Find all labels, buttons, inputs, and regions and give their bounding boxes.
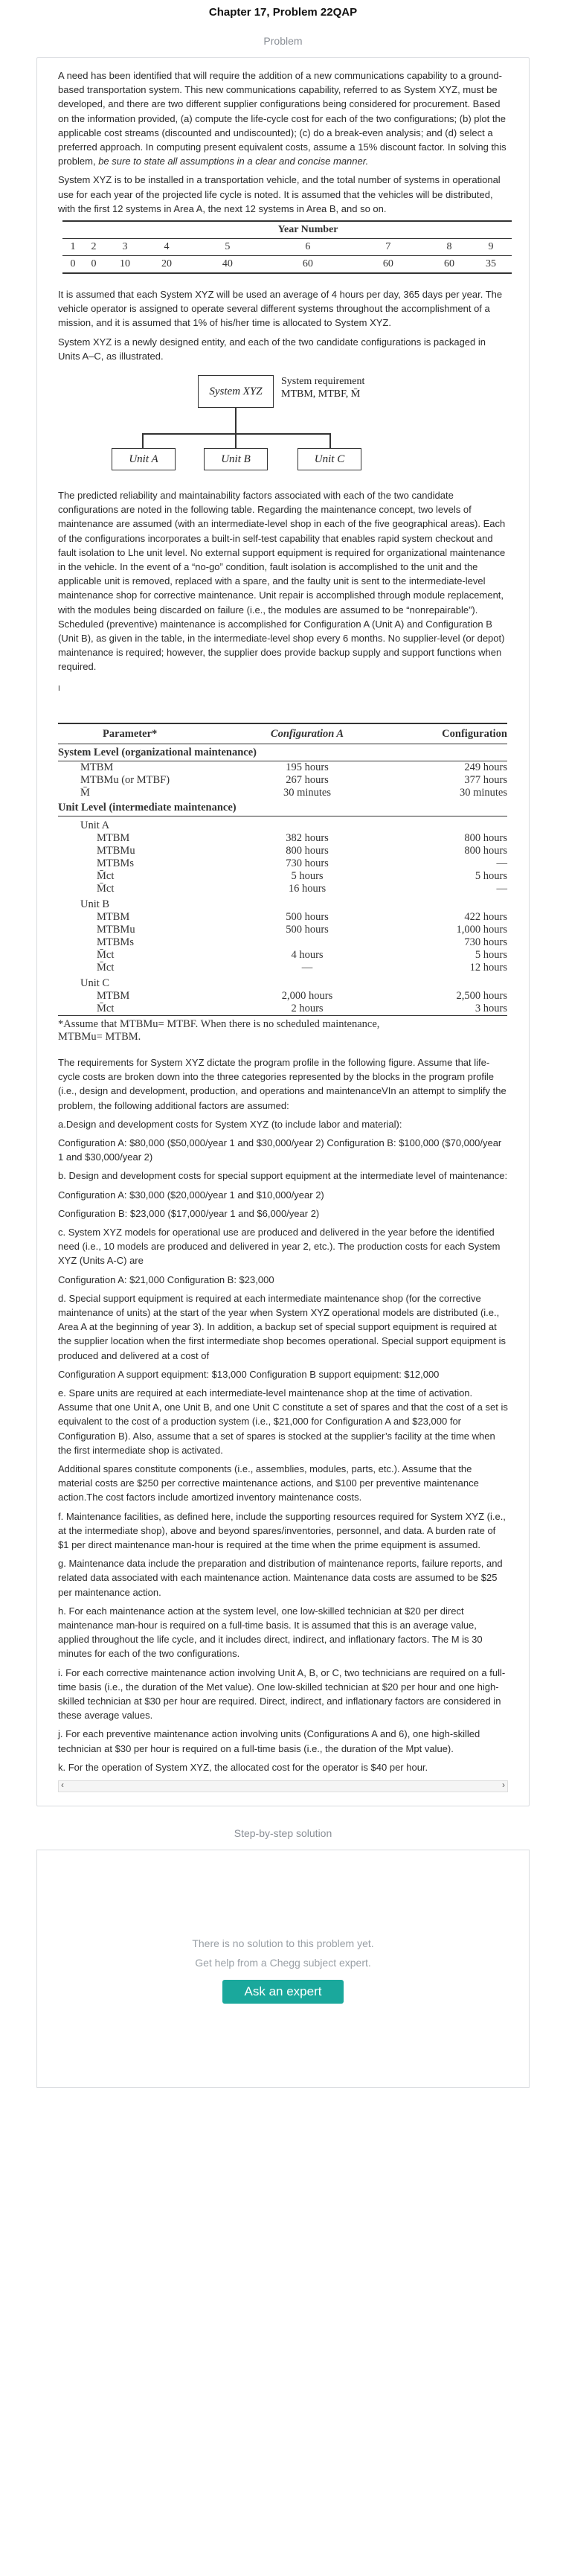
year-cell: 8 bbox=[428, 239, 470, 256]
param-cell: MTBMu (or MTBF) bbox=[80, 773, 170, 786]
param-cell: 730 hours bbox=[464, 936, 507, 948]
param-cell: M̄ bbox=[80, 786, 90, 799]
unit-label-row: Unit B bbox=[80, 898, 110, 910]
count-cell: 0 bbox=[83, 256, 104, 274]
param-cell: 422 hours bbox=[464, 910, 507, 923]
param-row bbox=[58, 962, 507, 974]
item-f-text: f. Maintenance facilities, as defined here, include the supporting resources required for System XYZ (i.e., at the intermediate shop), above and beyond spares/inventories, personnel, and data. A burden rate of $1 per direct maintenance man-hour is required at the time when the prime equipment is assumed. bbox=[58, 1510, 506, 1550]
requirements-paragraph: The requirements for System XYZ dictate the program profile in the following figure. Assume that life-cycle costs are broken down into the three categories represented by the blocks in the program profile (i.e., design and development, production, and operations and maintenanceVIn an attempt to simplify the problem, the following additional factors are assumed: bbox=[58, 1056, 506, 1111]
year-cell: 5 bbox=[187, 239, 268, 256]
year-cell: 3 bbox=[104, 239, 146, 256]
param-cell: M̄ct bbox=[97, 948, 115, 961]
param-cell: 249 hours bbox=[464, 761, 507, 773]
param-cell: MTBMu bbox=[97, 923, 135, 936]
footnote-line: *Assume that MTBMu= MTBF. When there is no scheduled maintenance, bbox=[58, 1017, 380, 1030]
param-cell: M̄ct bbox=[97, 882, 115, 895]
param-cell: 800 hours bbox=[464, 844, 507, 857]
param-cell: M̄ct bbox=[97, 961, 115, 974]
param-row bbox=[58, 787, 507, 799]
param-cell: 4 hours bbox=[291, 948, 324, 961]
problem-section-label: Problem bbox=[263, 35, 303, 47]
param-cell: — bbox=[301, 961, 313, 974]
param-cell: 16 hours bbox=[288, 882, 327, 895]
install-paragraph: System XYZ is to be installed in a transportation vehicle, and the total number of systems in operational use for each year of the projected life cycle is noted. It is assumed that the vehicles will be distributed, with the first 12 systems in Area A, the next 12 systems in Area B, and so on. bbox=[58, 174, 501, 214]
param-row bbox=[58, 911, 507, 924]
count-cell: 35 bbox=[470, 256, 512, 274]
param-cell: 2 hours bbox=[291, 1002, 324, 1014]
param-cell: M̄ct bbox=[97, 1002, 115, 1014]
item-c-config: Configuration A: $21,000 Configuration B: $23,000 bbox=[58, 1273, 274, 1285]
param-cell: 30 minutes bbox=[283, 786, 332, 799]
param-cell: 500 hours bbox=[286, 910, 329, 923]
item-k-text: k. For the operation of System XYZ, the allocated cost for the operator is $40 per hour. bbox=[58, 1761, 428, 1773]
param-cell: 5 hours bbox=[475, 869, 507, 882]
param-cell: MTBM bbox=[97, 910, 130, 923]
param-cell: 800 hours bbox=[286, 844, 329, 857]
item-c-text: c. System XYZ models for operational use are produced and delivered in the year before the identified need (i.e., 10 models are produced and delivered in year 2, etc.). The production costs for each System XYZ (Units A-C) are bbox=[58, 1226, 501, 1267]
scroll-right-icon[interactable]: › bbox=[502, 1780, 505, 1791]
system-box: System XYZ bbox=[198, 375, 274, 408]
unit-level-row: Unit Level (intermediate maintenance) bbox=[58, 799, 507, 816]
param-row bbox=[58, 857, 507, 870]
param-cell: MTBM bbox=[97, 831, 130, 844]
empty-message: There is no solution to this problem yet. bbox=[192, 1937, 374, 1950]
param-cell: 382 hours bbox=[286, 831, 329, 844]
param-row bbox=[58, 990, 507, 1003]
year-cell: 4 bbox=[146, 239, 187, 256]
param-cell: 500 hours bbox=[286, 923, 329, 936]
intro-paragraph: A need has been identified that will require the addition of a new communications capability to a ground-based transportation system. This new communications capability, referred to as System XYZ, must be developed, and there are two different supplier configurations being considered for procurement. Based on the information provided, (a) compute the life-cycle cost for each of the two configurations; (b) plot the applicable cost streams (discounted and undiscounted); (c) do a break-even analysis; and (d) select a preferred approach. In computing present equivalent costs, assume a 15% discount factor. In solving this problem, be sure to state all assumptions in a clear and concise manner. bbox=[58, 70, 506, 167]
param-cell: M̄ct bbox=[97, 869, 115, 882]
year-cell: 6 bbox=[268, 239, 348, 256]
footnote-line: MTBMu= MTBM. bbox=[58, 1030, 141, 1043]
param-cell: MTBM bbox=[80, 761, 114, 773]
param-cell: 5 hours bbox=[475, 948, 507, 961]
param-cell bbox=[214, 936, 400, 949]
item-b-config-a: Configuration A: $30,000 ($20,000/year 1 and $10,000/year 2) bbox=[58, 1189, 324, 1201]
count-cell: 20 bbox=[146, 256, 187, 274]
item-h-text: h. For each maintenance action at the system level, one low-skilled technician at $20 per direct maintenance man-hour is required on a full-time basis. It is assumed that this is an average value, applied throughout the life cycle, and it includes direct, indirect, and inflationary factors. The M is 30 minutes for each of the two configurations. bbox=[58, 1605, 483, 1660]
param-cell: 267 hours bbox=[286, 773, 329, 786]
param-cell: Parameter* bbox=[103, 727, 158, 740]
param-row bbox=[58, 845, 507, 857]
horizontal-scrollbar[interactable] bbox=[58, 1780, 508, 1792]
stray-mark: I bbox=[58, 684, 60, 693]
param-row bbox=[58, 870, 507, 883]
count-cell: 10 bbox=[104, 256, 146, 274]
unit-b-box: Unit B bbox=[204, 448, 268, 470]
param-cell: 377 hours bbox=[464, 773, 507, 786]
unit-label-row: Unit A bbox=[80, 819, 110, 831]
param-row bbox=[58, 924, 507, 936]
param-cell: 2,500 hours bbox=[456, 989, 507, 1002]
page-title: Chapter 17, Problem 22QAP bbox=[208, 6, 358, 19]
solution-card bbox=[36, 1850, 530, 2088]
param-cell: Configuration A bbox=[270, 727, 344, 740]
param-row bbox=[58, 774, 507, 787]
item-j-text: j. For each preventive maintenance action involving units (Configurations A and 6), one high-skilled technician at $30 per hour is required on a full-time basis (i.e., the duration of the Mpt value). bbox=[58, 1728, 480, 1754]
param-footnote bbox=[58, 1015, 507, 1043]
param-row bbox=[58, 949, 507, 962]
param-header-row bbox=[58, 723, 507, 744]
item-d-config: Configuration A support equipment: $13,000 Configuration B support equipment: $12,000 bbox=[58, 1368, 440, 1380]
year-cell: 7 bbox=[348, 239, 428, 256]
year-table bbox=[62, 220, 512, 274]
param-cell: 730 hours bbox=[286, 857, 329, 869]
param-cell: 30 minutes bbox=[459, 786, 507, 799]
solution-section-label: Step-by-step solution bbox=[234, 1827, 332, 1840]
param-cell: 2,000 hours bbox=[281, 989, 333, 1002]
param-row bbox=[58, 832, 507, 845]
param-cell: 800 hours bbox=[464, 831, 507, 844]
requirement-text: System requirement MTBM, MTBF, M̄ bbox=[281, 376, 365, 400]
count-cell: 0 bbox=[62, 256, 83, 274]
parameter-table bbox=[58, 723, 507, 1043]
item-b-title: b. Design and development costs for special support equipment at the intermediate level of maintenance: bbox=[58, 1170, 508, 1182]
param-row bbox=[58, 936, 507, 949]
help-message: Get help from a Chegg subject expert. bbox=[195, 1957, 371, 1969]
param-cell: 1,000 hours bbox=[456, 923, 507, 936]
problem-card bbox=[36, 57, 530, 1806]
param-cell: 3 hours bbox=[475, 1002, 507, 1014]
system-diagram bbox=[58, 369, 507, 481]
param-cell: MTBMs bbox=[97, 857, 134, 869]
ask-expert-button[interactable]: Ask an expert bbox=[222, 1980, 344, 2004]
unit-label-row: Unit C bbox=[80, 977, 110, 989]
count-cell: 60 bbox=[428, 256, 470, 274]
param-cell: 12 hours bbox=[469, 961, 507, 974]
param-cell: 5 hours bbox=[291, 869, 324, 882]
usage-paragraph: It is assumed that each System XYZ will be used an average of 4 hours per day, 365 days per year. The vehicle operator is assigned to operate several different systems throughout the accomplishment of a mission, and it is assumed that 1% of his/her time is allocated to System XYZ. bbox=[58, 289, 503, 329]
year-cell: 2 bbox=[83, 239, 104, 256]
param-row bbox=[58, 883, 507, 895]
item-e-text2: Additional spares constitute components (i.e., assemblies, modules, parts, etc.). Assume that the material costs are $250 per corrective maintenance actions, and $100 per preventive maintenance action.The cost factors include amortized inventory maintenance costs. bbox=[58, 1463, 479, 1503]
item-a-title: a.Design and development costs for System XYZ (to include labor and material): bbox=[58, 1118, 402, 1130]
item-d-text: d. Special support equipment is required at each intermediate maintenance shop (for the corrective maintenance of units) at the start of the year when System XYZ operational models are distributed (i.e., Area A at the beginning of year 3). In addition, a backup set of special support equipment is required at the supplier location when the first intermediate shop becomes operational. Special support equipment is produced and delivered at a cost of bbox=[58, 1292, 506, 1361]
param-cell: MTBMs bbox=[97, 936, 134, 948]
year-cell: 9 bbox=[470, 239, 512, 256]
param-cell: — bbox=[496, 882, 507, 895]
param-row bbox=[58, 761, 507, 774]
param-cell: MTBMu bbox=[97, 844, 135, 857]
scroll-left-icon[interactable]: ‹ bbox=[61, 1780, 64, 1791]
count-cell: 60 bbox=[348, 256, 428, 274]
param-cell: — bbox=[496, 857, 507, 869]
param-cell: MTBM bbox=[97, 989, 130, 1002]
param-cell: Configuration bbox=[442, 727, 507, 740]
unit-a-box: Unit A bbox=[112, 448, 176, 470]
packaged-paragraph: System XYZ is a newly designed entity, and each of the two candidate configurations is packaged in Units A–C, as illustrated. bbox=[58, 336, 486, 362]
reliability-paragraph: The predicted reliability and maintainability factors associated with each of the two candidate configurations are noted in the following table. Regarding the maintenance concept, two levels of maintenance are assumed (with an intermediate-level shop in each of the five geographical areas). Each of the configurations incorporates a built-in self-test capability that enables rapid system checkout and fault isolation to Lhe unit level. No external support equipment is required for organizational maintenance in the vehicle. In the event of a “no-go” condition, fault isolation is accomplished to the unit and the applicable unit is removed, replaced with a spare, and the faulty unit is sent to the intermediate-level maintenance shop for corrective maintenance. Unit repair is accomplished through module replacement, with the modules being discarded on failure (i.e., the modules are assumed to be “nonrepairable”). Scheduled (preventive) maintenance is accomplished for Configuration A (Unit A) and Configuration B (Unit B), as given in the table, in the intermediate-level shop every 6 months. No supplier-level (or depot) maintenance is required; however, the supplier does provide backup supply and support functions when required. bbox=[58, 490, 506, 673]
unit-c-box: Unit C bbox=[298, 448, 361, 470]
system-level-row: System Level (organizational maintenance) bbox=[58, 744, 507, 761]
year-header: Year Number bbox=[187, 221, 428, 239]
item-b-config-b: Configuration B: $23,000 ($17,000/year 1 and $6,000/year 2) bbox=[58, 1207, 320, 1219]
item-i-text: i. For each corrective maintenance action involving Unit A, B, or C, two technicians are required on a full-time basis (i.e., the duration of the Met value). One low-skilled technician at $20 per hour and one high-skilled technician at $30 per hour are required. Direct, indirect, and inflationary factors are considered in these average values. bbox=[58, 1666, 506, 1722]
param-row bbox=[58, 1003, 507, 1015]
param-cell: 195 hours bbox=[286, 761, 329, 773]
item-a-config: Configuration A: $80,000 ($50,000/year 1 and $30,000/year 2) Configuration B: $100,000 ($70,000/year 1 and $30,000/year 2) bbox=[58, 1137, 502, 1163]
year-cell: 1 bbox=[62, 239, 83, 256]
item-g-text: g. Maintenance data include the preparation and distribution of maintenance reports, failure reports, and related data associated with each maintenance action. Maintenance data costs are assumed to be $25 per maintenance action. bbox=[58, 1558, 503, 1598]
item-e-text: e. Spare units are required at each intermediate-level maintenance shop at the time of activation. Assume that one Unit A, one Unit B, and one Unit C constitute a set of spares and that the cost of a set is equivalent to the cost of a production system (i.e., $21,000 for Configuration A and $23,000 for Configuration B). Also, assume that a set of spares is stocked at the supplier’s facility at the time when the first intermediate shop is activated. bbox=[58, 1387, 508, 1456]
count-cell: 40 bbox=[187, 256, 268, 274]
count-cell: 60 bbox=[268, 256, 348, 274]
